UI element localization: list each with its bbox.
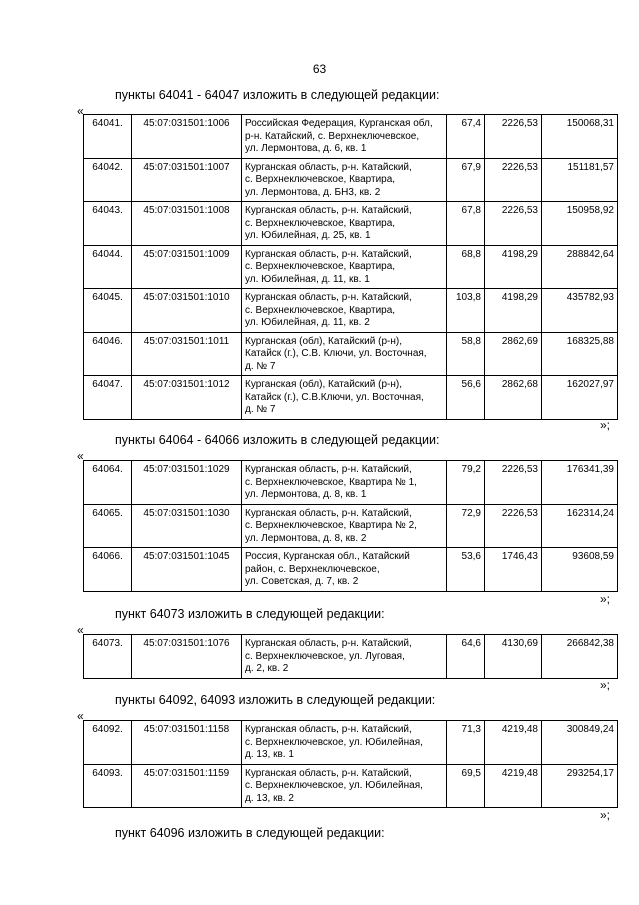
table-row [84,548,618,592]
area-cell: 67,4 [447,115,485,159]
area-cell: 67,8 [447,202,485,246]
cadastral-number-cell: 45:07:031501:1076 [132,635,242,679]
item-number-cell: 64046. [84,332,132,376]
address-line: ул. Лермонтова, д. 8, кв. 1 [245,489,367,500]
area-cell: 56,6 [447,376,485,420]
rate-cell: 2862,69 [485,332,542,376]
table-row [84,461,618,505]
cadastral-number-cell: 45:07:031501:1158 [132,721,242,765]
address-cell [242,158,447,202]
item-number-cell: 64042. [84,158,132,202]
rate-cell: 2226,53 [485,202,542,246]
address-line: д. 13, кв. 1 [245,749,294,760]
close-quote: »; [599,592,610,606]
cadastral-value-cell: 176341,39 [542,461,618,505]
rate-cell: 4130,69 [485,635,542,679]
item-number-cell: 64043. [84,202,132,246]
address-line: с. Верхнеключевское, Квартира, [245,174,396,185]
rate-cell: 4219,48 [485,721,542,765]
entries-table [83,114,618,420]
close-quote: »; [599,418,610,432]
address-line: ул. Советская, д. 7, кв. 2 [245,576,359,587]
cadastral-value-cell: 293254,17 [542,764,618,808]
address-line: ул. Юбилейная, д. 11, кв. 1 [245,273,370,285]
entries-table [83,720,618,808]
close-quote: »; [599,678,610,692]
cadastral-value-cell: 162314,24 [542,504,618,548]
address-cell [242,376,447,420]
cadastral-number-cell: 45:07:031501:1006 [132,115,242,159]
address-line: с. Верхнеключевское, Квартира, [245,217,396,229]
area-cell: 79,2 [447,461,485,505]
address-line: ул. Лермонтова, д. 8, кв. 2 [245,532,367,544]
rate-cell: 4198,29 [485,289,542,333]
cadastral-value-cell: 151181,57 [542,158,618,202]
cadastral-value-cell: 93608,59 [542,548,618,592]
address-cell [242,461,447,505]
rate-cell: 2226,53 [485,461,542,505]
table-row [84,635,618,679]
item-number-cell: 64044. [84,245,132,289]
address-line: Курганская область, р-н. Катайский, [245,464,412,475]
item-number-cell: 64093. [84,764,132,808]
address-line: д. № 7 [245,360,276,372]
address-line: ул. Юбилейная, д. 11, кв. 2 [245,317,370,328]
rate-cell: 2862,68 [485,376,542,420]
close-quote: »; [599,808,610,822]
address-line: с. Верхнеключевское, Квартира № 2, [245,520,417,531]
cadastral-number-cell: 45:07:031501:1012 [132,376,242,420]
item-number-cell: 64064. [84,461,132,505]
address-line: ул. Лермонтова, д. БН3, кв. 2 [245,186,381,198]
item-number-cell: 64065. [84,504,132,548]
address-line: Российская Федерация, Курганская обл, [245,118,433,129]
address-cell [242,721,447,765]
area-cell: 69,5 [447,764,485,808]
cadastral-value-cell: 150958,92 [542,202,618,246]
address-cell [242,289,447,333]
item-number-cell: 64066. [84,548,132,592]
cadastral-value-cell: 162027,97 [542,376,618,420]
open-quote: « [77,709,84,723]
address-line: Катайск (г.), С.В.Ключи, ул. Восточная, [245,391,424,403]
table-row [84,332,618,376]
area-cell: 67,9 [447,158,485,202]
area-cell: 72,9 [447,504,485,548]
cadastral-number-cell: 45:07:031501:1010 [132,289,242,333]
cadastral-value-cell: 288842,64 [542,245,618,289]
cadastral-value-cell: 150068,31 [542,115,618,159]
rate-cell: 1746,43 [485,548,542,592]
address-line: Курганская область, р-н. Катайский, [245,767,412,779]
address-cell [242,245,447,289]
address-line: д. 2, кв. 2 [245,663,289,674]
address-cell [242,202,447,246]
cadastral-number-cell: 45:07:031501:1008 [132,202,242,246]
address-line: Курганская область, р-н. Катайский, [245,292,412,303]
table-row [84,158,618,202]
address-line: д. № 7 [245,404,276,415]
cadastral-value-cell: 300849,24 [542,721,618,765]
address-line: Курганская область, р-н. Катайский, [245,507,412,519]
address-line: р-н. Катайский, с. Верхнеключевское, [245,130,420,142]
amendment-section [77,607,614,694]
address-line: Курганская область, р-н. Катайский, [245,205,412,216]
trailing-heading: пункт 64096 изложить в следующей редакции: [115,826,385,840]
item-number-cell: 64092. [84,721,132,765]
address-line: с. Верхнеключевское, ул. Юбилейная, [245,780,423,791]
item-number-cell: 64073. [84,635,132,679]
section-heading: пункты 64041 - 64047 изложить в следующей редакции: [115,88,440,102]
cadastral-value-cell: 266842,38 [542,635,618,679]
table-row [84,289,618,333]
entries-table [83,634,618,679]
cadastral-number-cell: 45:07:031501:1159 [132,764,242,808]
address-cell [242,504,447,548]
table-row [84,245,618,289]
table-row [84,115,618,159]
area-cell: 53,6 [447,548,485,592]
table-row [84,202,618,246]
address-cell [242,115,447,159]
page-number: 63 [312,62,327,76]
address-line: с. Верхнеключевское, ул. Юбилейная, [245,736,423,748]
cadastral-number-cell: 45:07:031501:1007 [132,158,242,202]
address-line: Россия, Курганская обл., Катайский [245,551,410,562]
address-line: Курганская (обл), Катайский (р-н), [245,379,402,390]
address-line: Курганская область, р-н. Катайский, [245,161,412,173]
table-row [84,504,618,548]
rate-cell: 4198,29 [485,245,542,289]
amendment-section [77,693,614,824]
area-cell: 103,8 [447,289,485,333]
entries-table [83,460,618,592]
area-cell: 64,6 [447,635,485,679]
address-cell [242,635,447,679]
address-line: Курганская (обл), Катайский (р-н), [245,335,402,347]
cadastral-number-cell: 45:07:031501:1011 [132,332,242,376]
open-quote: « [77,449,84,463]
address-line: д. 13, кв. 2 [245,792,294,804]
item-number-cell: 64047. [84,376,132,420]
item-number-cell: 64045. [84,289,132,333]
amendment-section [77,88,614,434]
rate-cell: 2226,53 [485,504,542,548]
address-line: район, с. Верхнеключевское, [245,563,380,575]
cadastral-value-cell: 168325,88 [542,332,618,376]
amendment-section [77,433,614,608]
section-heading: пункты 64064 - 64066 изложить в следующей редакции: [115,433,440,447]
address-line: ул. Юбилейная, д. 25, кв. 1 [245,230,371,241]
address-line: с. Верхнеключевское, Квартира, [245,304,396,316]
address-line: с. Верхнеключевское, Квартира № 1, [245,476,417,488]
open-quote: « [77,104,84,118]
rate-cell: 4219,48 [485,764,542,808]
address-line: Курганская область, р-н. Катайский, [245,638,412,649]
table-row [84,764,618,808]
item-number-cell: 64041. [84,115,132,159]
rate-cell: 2226,53 [485,115,542,159]
address-line: с. Верхнеключевское, Квартира, [245,261,396,272]
table-row [84,721,618,765]
address-cell [242,332,447,376]
section-heading: пункты 64092, 64093 изложить в следующей редакции: [115,693,436,707]
rate-cell: 2226,53 [485,158,542,202]
cadastral-number-cell: 45:07:031501:1029 [132,461,242,505]
section-heading: пункт 64073 изложить в следующей редакции: [115,607,385,621]
address-line: с. Верхнеключевское, ул. Луговая, [245,650,405,662]
open-quote: « [77,623,84,637]
cadastral-number-cell: 45:07:031501:1030 [132,504,242,548]
area-cell: 68,8 [447,245,485,289]
cadastral-number-cell: 45:07:031501:1045 [132,548,242,592]
address-line: ул. Лермонтова, д. 6, кв. 1 [245,143,367,154]
address-line: Курганская область, р-н. Катайский, [245,724,412,735]
table-row [84,376,618,420]
area-cell: 71,3 [447,721,485,765]
cadastral-value-cell: 435782,93 [542,289,618,333]
address-cell [242,548,447,592]
cadastral-number-cell: 45:07:031501:1009 [132,245,242,289]
area-cell: 58,8 [447,332,485,376]
address-line: Курганская область, р-н. Катайский, [245,248,412,260]
address-line: Катайск (г.), С.В. Ключи, ул. Восточная, [245,348,427,359]
address-cell [242,764,447,808]
